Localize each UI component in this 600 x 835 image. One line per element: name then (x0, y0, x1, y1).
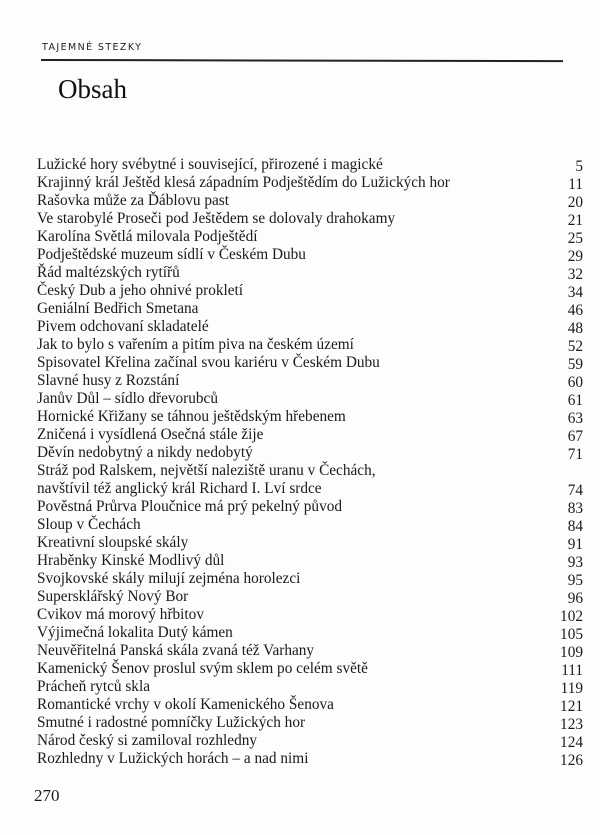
toc-entry-title: Rašovka může za Ďáblovu past (37, 192, 230, 209)
page-number: 270 (34, 786, 60, 805)
toc-entry (37, 462, 583, 498)
toc-entry (37, 372, 583, 390)
toc-entry-page: 126 (560, 752, 583, 769)
toc-entry-page: 83 (567, 500, 583, 517)
table-of-contents (37, 156, 583, 768)
toc-entry-page: 111 (561, 662, 583, 679)
toc-entry (37, 264, 583, 282)
toc-entry-page: 34 (567, 284, 583, 301)
toc-entry-page: 20 (567, 194, 583, 211)
toc-entry-title: Stráž pod Ralskem, největší naleziště uranu v Čechách, navštívil též anglický král Richard I. Lví srdce (37, 462, 376, 497)
toc-entry-title: Pověstná Průrva Ploučnice má prý pekelný původ (37, 498, 343, 515)
toc-entry-title: Pivem odchovaní skladatelé (37, 318, 209, 335)
toc-entry-page: 124 (560, 734, 583, 751)
toc-entry-title: Sloup v Čechách (37, 516, 141, 533)
toc-entry-page: 67 (567, 428, 583, 445)
toc-entry-page: 121 (560, 698, 583, 715)
toc-entry (37, 156, 583, 174)
toc-entry-page: 96 (567, 590, 583, 607)
toc-entry-page: 46 (567, 302, 583, 319)
toc-entry (37, 516, 583, 534)
toc-entry-title: Karolína Světlá milovala Podještědí (37, 228, 258, 245)
toc-entry-page: 61 (567, 392, 583, 409)
toc-entry-page: 32 (567, 266, 583, 283)
toc-entry (37, 192, 583, 210)
toc-entry-title: Děvín nedobytný a nikdy nedobytý (37, 444, 253, 461)
toc-entry (37, 210, 583, 228)
toc-entry (37, 750, 583, 768)
toc-entry (37, 282, 583, 300)
page-title: Obsah (58, 74, 127, 104)
header-rule (41, 59, 563, 62)
toc-entry-page: 59 (567, 356, 583, 373)
toc-entry-page: 93 (567, 554, 583, 571)
toc-entry (37, 246, 583, 264)
toc-entry-title: Zničená i vysídlená Osečná stále žije (37, 426, 264, 443)
toc-entry-title: Podještědské muzeum sídlí v Českém Dubu (37, 246, 306, 263)
toc-entry-title: Cvikov má morový hřbitov (37, 606, 204, 623)
toc-entry-page: 63 (567, 410, 583, 427)
toc-entry-page: 105 (560, 626, 583, 643)
toc-entry-page: 25 (567, 230, 583, 247)
toc-entry-page: 84 (567, 518, 583, 535)
toc-entry (37, 498, 583, 516)
toc-entry-page: 52 (567, 338, 583, 355)
toc-entry-page: 60 (567, 374, 583, 391)
toc-entry (37, 444, 583, 462)
toc-entry (37, 696, 583, 714)
toc-entry (37, 354, 583, 372)
toc-entry (37, 678, 583, 696)
toc-entry (37, 426, 583, 444)
toc-entry (37, 624, 583, 642)
toc-entry-page: 5 (575, 158, 583, 175)
toc-entry (37, 228, 583, 246)
toc-entry-page: 119 (560, 680, 583, 697)
toc-entry (37, 300, 583, 318)
toc-entry-page: 91 (567, 536, 583, 553)
toc-entry-title: Kreativní sloupské skály (37, 534, 189, 551)
toc-entry (37, 588, 583, 606)
toc-entry (37, 606, 583, 624)
toc-entry-page: 71 (567, 446, 583, 463)
toc-entry-title: Prácheň rytců skla (37, 678, 150, 695)
toc-entry-page: 29 (567, 248, 583, 265)
toc-entry (37, 408, 583, 426)
toc-entry-title: Lužické hory svébytné i související, přirozené i magické (37, 156, 383, 173)
toc-entry-title: Ve starobylé Proseči pod Ještědem se dolovaly drahokamy (37, 210, 396, 227)
toc-entry-title: Výjimečná lokalita Dutý kámen (37, 624, 233, 641)
toc-entry-title: Janův Důl – sídlo dřevorubců (37, 390, 218, 407)
toc-entry-page: 11 (568, 176, 583, 193)
toc-entry-title: Kamenický Šenov proslul svým sklem po celém světě (37, 660, 368, 677)
toc-entry-page: 95 (567, 572, 583, 589)
toc-entry-title: Národ český si zamiloval rozhledny (37, 732, 258, 749)
toc-entry-title: Krajinný král Ještěd klesá západním Podještědím do Lužických hor (37, 174, 450, 191)
toc-entry (37, 318, 583, 336)
toc-entry-title: Romantické vrchy v okolí Kamenického Šenova (37, 696, 334, 713)
toc-entry (37, 660, 583, 678)
toc-entry-title: Spisovatel Křelina začínal svou kariéru v Českém Dubu (37, 354, 380, 371)
toc-entry-title: Rozhledny v Lužických horách – a nad nimi (37, 750, 309, 767)
toc-entry-title: Řád maltézských rytířů (37, 264, 180, 281)
toc-entry-title: Svojkovské skály milují zejména horolezci (37, 570, 301, 587)
toc-entry-page: 48 (567, 320, 583, 337)
toc-entry (37, 732, 583, 750)
toc-entry-title: Český Dub a jeho ohnivé prokletí (37, 282, 244, 299)
toc-entry (37, 552, 583, 570)
toc-entry-page: 74 (567, 482, 583, 499)
toc-entry-title: Neuvěřitelná Panská skála zvaná též Varhany (37, 642, 315, 659)
running-head: TAJEMNÉ STEZKY (42, 42, 143, 53)
toc-entry-title: Geniální Bedřich Smetana (37, 300, 199, 317)
toc-entry-title: Hraběnky Kinské Modlivý důl (37, 552, 225, 569)
toc-entry (37, 336, 583, 354)
toc-entry-page: 21 (567, 212, 583, 229)
toc-entry-title: Slavné husy z Rozstání (37, 372, 180, 389)
toc-entry-title: Supersklářský Nový Bor (37, 588, 189, 605)
toc-entry (37, 714, 583, 732)
toc-entry-title: Hornické Křižany se táhnou ještědským hřebenem (37, 408, 346, 425)
toc-entry (37, 174, 583, 192)
toc-entry (37, 642, 583, 660)
toc-entry (37, 534, 583, 552)
toc-entry (37, 390, 583, 408)
toc-entry-page: 109 (560, 644, 583, 661)
toc-entry-page: 123 (560, 716, 583, 733)
toc-entry-title: Smutné i radostné pomníčky Lužických hor (37, 714, 306, 731)
toc-entry (37, 570, 583, 588)
toc-entry-page: 102 (560, 608, 583, 625)
toc-entry-title: Jak to bylo s vařením a pitím piva na českém území (37, 336, 354, 353)
